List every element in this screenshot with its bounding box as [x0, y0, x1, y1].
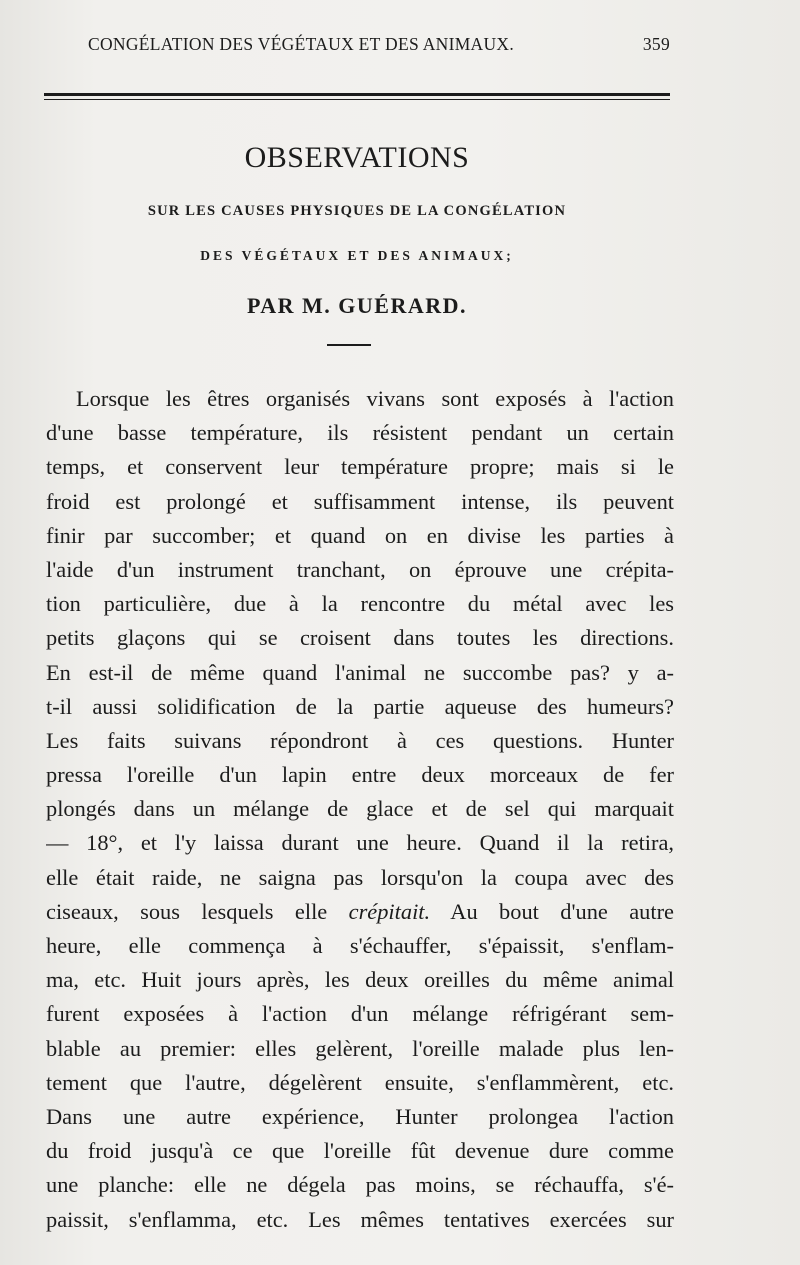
header-rule-thin — [44, 99, 670, 100]
text-line: froid est prolongé et suffisamment intense, ils peuvent — [46, 488, 674, 514]
body-paragraph — [46, 382, 674, 1237]
text-line: tement que l'autre, dégelèrent ensuite, s'enflammèrent, etc. — [46, 1069, 674, 1095]
text-line: Lorsque les êtres organisés vivans sont exposés à l'action — [76, 386, 674, 411]
text-line: d'une basse température, ils résistent pendant un certain — [46, 420, 674, 446]
page-number: 359 — [642, 34, 670, 54]
running-head-title: CONGÉLATION DES VÉGÉTAUX ET DES ANIMAUX. — [88, 34, 515, 54]
text-line: l'aide d'un instrument tranchant, on éprouve une crépita- — [46, 556, 674, 582]
header-rule-thick — [44, 93, 670, 96]
text-line: pressa l'oreille d'un lapin entre deux morceaux de fer — [46, 762, 674, 788]
text-line: temps, et conservent leur température propre; mais si le — [46, 454, 674, 480]
article-subtitle-line-1: SUR LES CAUSES PHYSIQUES DE LA CONGÉLATION — [147, 203, 567, 219]
text-line: Les faits suivans répondront à ces questions. Hunter — [46, 727, 674, 753]
text-line: En est-il de même quand l'animal ne succombe pas? y a- — [46, 659, 674, 685]
text-line: une planche: elle ne dégela pas moins, se réchauffa, s'é- — [46, 1172, 674, 1198]
text-line: ma, etc. Huit jours après, les deux oreilles du même animal — [46, 967, 674, 993]
text-line: furent exposées à l'action d'un mélange réfrigérant sem- — [46, 1001, 674, 1027]
running-head — [88, 34, 670, 60]
text-line: blable au premier: elles gelèrent, l'oreille malade plus len- — [46, 1035, 674, 1061]
text-line: du froid jusqu'à ce que l'oreille fût devenue dure comme — [46, 1138, 674, 1164]
text-line: finir par succomber; et quand on en divise les parties à — [46, 522, 674, 548]
text-line — [46, 895, 674, 929]
text-segment: ciseaux, sous lesquels elle — [46, 898, 349, 924]
text-line: Dans une autre expérience, Hunter prolongea l'action — [46, 1103, 674, 1129]
text-line: elle était raide, ne saigna pas lorsqu'on la coupa avec des — [46, 864, 674, 890]
text-line: petits glaçons qui se croisent dans toutes les directions. — [46, 625, 674, 651]
text-line: — 18°, et l'y laissa durant une heure. Quand il la retira, — [46, 830, 674, 856]
text-line: heure, elle commença à s'échauffer, s'épaissit, s'enflam- — [46, 933, 674, 958]
text-line: paissit, s'enflamma, etc. Les mêmes tentatives exercées sur — [46, 1206, 674, 1232]
italic-word: crépitait. — [348, 898, 431, 924]
text-line: t-il aussi solidification de la partie aqueuse des humeurs? — [46, 693, 674, 719]
text-line: plongés dans un mélange de glace et de sel qui marquait — [46, 796, 674, 822]
article-subtitle-line-2: DES VÉGÉTAUX ET DES ANIMAUX; — [200, 248, 514, 263]
article-author: PAR M. GUÉRARD. — [246, 293, 468, 318]
text-line: tion particulière, due à la rencontre du métal avec les — [46, 591, 674, 617]
separator-rule — [327, 344, 371, 346]
article-title: OBSERVATIONS — [244, 141, 470, 174]
text-segment: Au bout d'une autre — [430, 898, 674, 924]
